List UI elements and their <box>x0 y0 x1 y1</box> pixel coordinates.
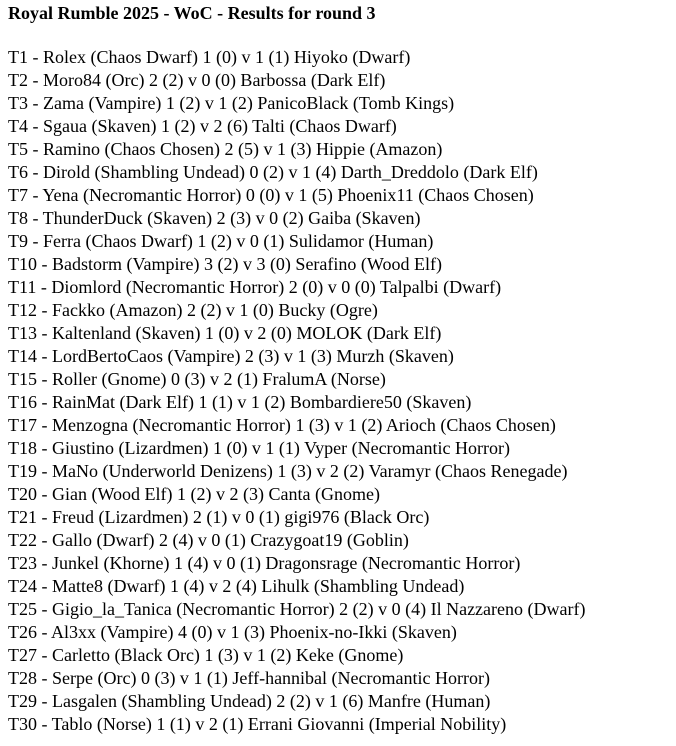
result-line: T29 - Lasgalen (Shambling Undead) 2 (2) v 1 (6) Manfre (Human) <box>8 691 491 711</box>
result-line: T3 - Zama (Vampire) 1 (2) v 1 (2) PanicoBlack (Tomb Kings) <box>8 93 455 113</box>
result-line: T17 - Menzogna (Necromantic Horror) 1 (3) v 1 (2) Arioch (Chaos Chosen) <box>8 415 556 435</box>
results-list <box>8 46 676 736</box>
result-line: T8 - ThunderDuck (Skaven) 2 (3) v 0 (2) Gaiba (Skaven) <box>8 208 421 228</box>
result-line: T16 - RainMat (Dark Elf) 1 (1) v 1 (2) Bombardiere50 (Skaven) <box>8 392 472 412</box>
result-line: T7 - Yena (Necromantic Horror) 0 (0) v 1 (5) Phoenix11 (Chaos Chosen) <box>8 185 534 205</box>
result-line: T20 - Gian (Wood Elf) 1 (2) v 2 (3) Canta (Gnome) <box>8 484 380 504</box>
result-line: T27 - Carletto (Black Orc) 1 (3) v 1 (2) Keke (Gnome) <box>8 645 404 665</box>
result-line: T11 - Diomlord (Necromantic Horror) 2 (0) v 0 (0) Talpalbi (Dwarf) <box>8 277 502 297</box>
result-line: T13 - Kaltenland (Skaven) 1 (0) v 2 (0) MOLOK (Dark Elf) <box>8 323 442 343</box>
spacer <box>8 24 676 46</box>
result-line: T22 - Gallo (Dwarf) 2 (4) v 0 (1) Crazygoat19 (Goblin) <box>8 530 409 550</box>
result-line: T4 - Sgaua (Skaven) 1 (2) v 2 (6) Talti (Chaos Dwarf) <box>8 116 397 136</box>
result-line: T23 - Junkel (Khorne) 1 (4) v 0 (1) Dragonsrage (Necromantic Horror) <box>8 553 521 573</box>
result-line: T6 - Dirold (Shambling Undead) 0 (2) v 1 (4) Darth_Dreddolo (Dark Elf) <box>8 162 538 182</box>
result-line: T1 - Rolex (Chaos Dwarf) 1 (0) v 1 (1) Hiyoko (Dwarf) <box>8 47 411 67</box>
result-line: T9 - Ferra (Chaos Dwarf) 1 (2) v 0 (1) Sulidamor (Human) <box>8 231 434 251</box>
result-line: T26 - Al3xx (Vampire) 4 (0) v 1 (3) Phoenix-no-Ikki (Skaven) <box>8 622 457 642</box>
result-line: T10 - Badstorm (Vampire) 3 (2) v 3 (0) Serafino (Wood Elf) <box>8 254 442 274</box>
result-line: T15 - Roller (Gnome) 0 (3) v 2 (1) FralumA (Norse) <box>8 369 386 389</box>
result-line: T19 - MaNo (Underworld Denizens) 1 (3) v 2 (2) Varamyr (Chaos Renegade) <box>8 461 568 481</box>
result-line: T5 - Ramino (Chaos Chosen) 2 (5) v 1 (3) Hippie (Amazon) <box>8 139 443 159</box>
result-line: T18 - Giustino (Lizardmen) 1 (0) v 1 (1) Vyper (Necromantic Horror) <box>8 438 511 458</box>
result-line: T12 - Fackko (Amazon) 2 (2) v 1 (0) Bucky (Ogre) <box>8 300 378 320</box>
page-title: Royal Rumble 2025 - WoC - Results for round 3 <box>8 3 376 23</box>
result-line: T14 - LordBertoCaos (Vampire) 2 (3) v 1 (3) Murzh (Skaven) <box>8 346 454 366</box>
result-line: T28 - Serpe (Orc) 0 (3) v 1 (1) Jeff-hannibal (Necromantic Horror) <box>8 668 490 688</box>
result-line: T21 - Freud (Lizardmen) 2 (1) v 0 (1) gigi976 (Black Orc) <box>8 507 430 527</box>
result-line: T24 - Matte8 (Dwarf) 1 (4) v 2 (4) Lihulk (Shambling Undead) <box>8 576 465 596</box>
result-line: T25 - Gigio_la_Tanica (Necromantic Horror) 2 (2) v 0 (4) Il Nazzareno (Dwarf) <box>8 599 586 619</box>
result-line: T30 - Tablo (Norse) 1 (1) v 2 (1) Errani Giovanni (Imperial Nobility) <box>8 714 507 734</box>
result-line: T2 - Moro84 (Orc) 2 (2) v 0 (0) Barbossa (Dark Elf) <box>8 70 386 90</box>
